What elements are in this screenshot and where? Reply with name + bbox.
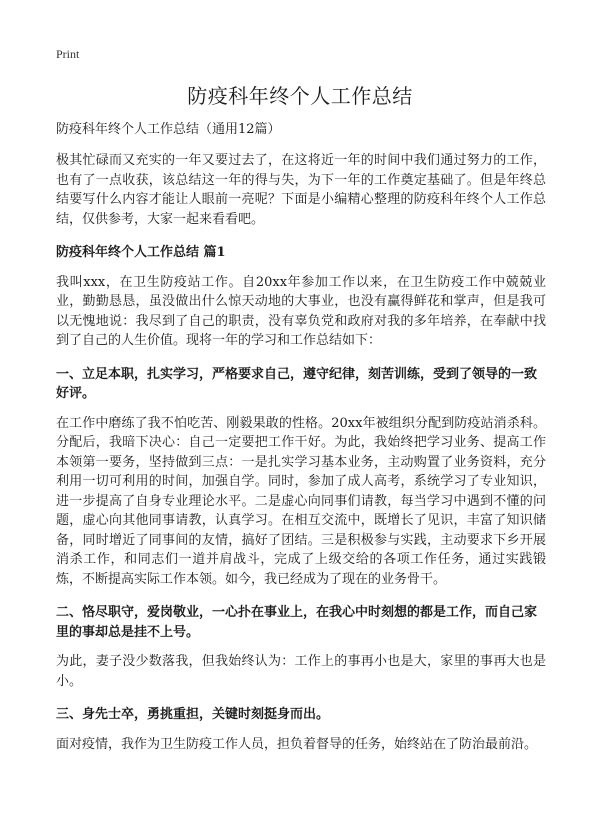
section1-paragraph: 在工作中磨练了我不怕吃苦、刚毅果敢的性格。20xx年被组织分配到防疫站消杀科。分配后，我暗下决心：自己一定要把工作干好。为此，我始终把学习业务、提高工作本领第一要务，坚持做到三点：一是扎实学习基本业务，主动购置了业务资料，充分利用一切可利用的时间，加强自学。同时，参加了成人高考，系统学习了专业知识，进一步提高了自身专业理论水平。二是虚心向同事们请教，每当学习中遇到不懂的问题，虚心向其他同事请教，认真学习。在相互交流中，既增长了见识，丰富了知识储备，同时增近了同事间的友情，搞好了团结。三是积极参与实践，主动要求下乡开展消杀工作，和同志们一道并肩战斗，完成了上级交给的各项工作任务，通过实践锻炼，不断提高实际工作本领。如今，我已经成为了现在的业务骨干。 (56, 415, 546, 587)
article-heading: 防疫科年终个人工作总结 篇1 (56, 245, 226, 260)
page-title: 防疫科年终个人工作总结 (187, 84, 413, 108)
intro-paragraph: 极其忙碌而又充实的一年又要过去了，在这将近一年的时间中我们通过努力的工作，也有了一点收获，该总结这一年的得与失，为下一年的工作奠定基础了。但是年终总结要写什么内容才能让人眼前一亮呢？下面是小编精心整理的防疫科年终个人工作总结，仅供参考，大家一起来看看吧。 (56, 153, 546, 227)
section2-paragraph: 为此，妻子没少数落我，但我始终认为：工作上的事再小也是大，家里的事再大也是小。 (56, 654, 546, 689)
article-intro-paragraph: 我叫xxx，在卫生防疫站工作。自20xx年参加工作以来，在卫生防疫工作中兢兢业业，勤勤恳恳，虽没做出什么惊天动地的大事业，也没有赢得鲜花和掌声，但是我可以无愧地说：我尽到了自己的职责，没有辜负党和政府对我的多年培养，在奉献中找到了自己的人生价值。现将一年的学习和工作总结如下： (56, 274, 546, 348)
document-subtitle: 防疫科年终个人工作总结（通用12篇） (56, 122, 281, 137)
section2-heading: 二、恪尽职守，爱岗敬业，一心扑在事业上，在我心中时刻想的都是工作，而自己家里的事却总是挂不上号。 (56, 605, 538, 640)
section3-heading: 三、身先士卒，勇挑重担，关键时刻挺身而出。 (56, 707, 330, 722)
document-body (56, 120, 546, 768)
print-label: Print (56, 47, 80, 61)
section1-heading: 一、立足本职，扎实学习，严格要求自己，遵守纪律，刻苦训练，受到了领导的一致好评。 (56, 366, 538, 401)
section3-paragraph: 面对疫情，我作为卫生防疫工作人员，担负着督导的任务，始终站在了防治最前沿。 (56, 736, 538, 752)
